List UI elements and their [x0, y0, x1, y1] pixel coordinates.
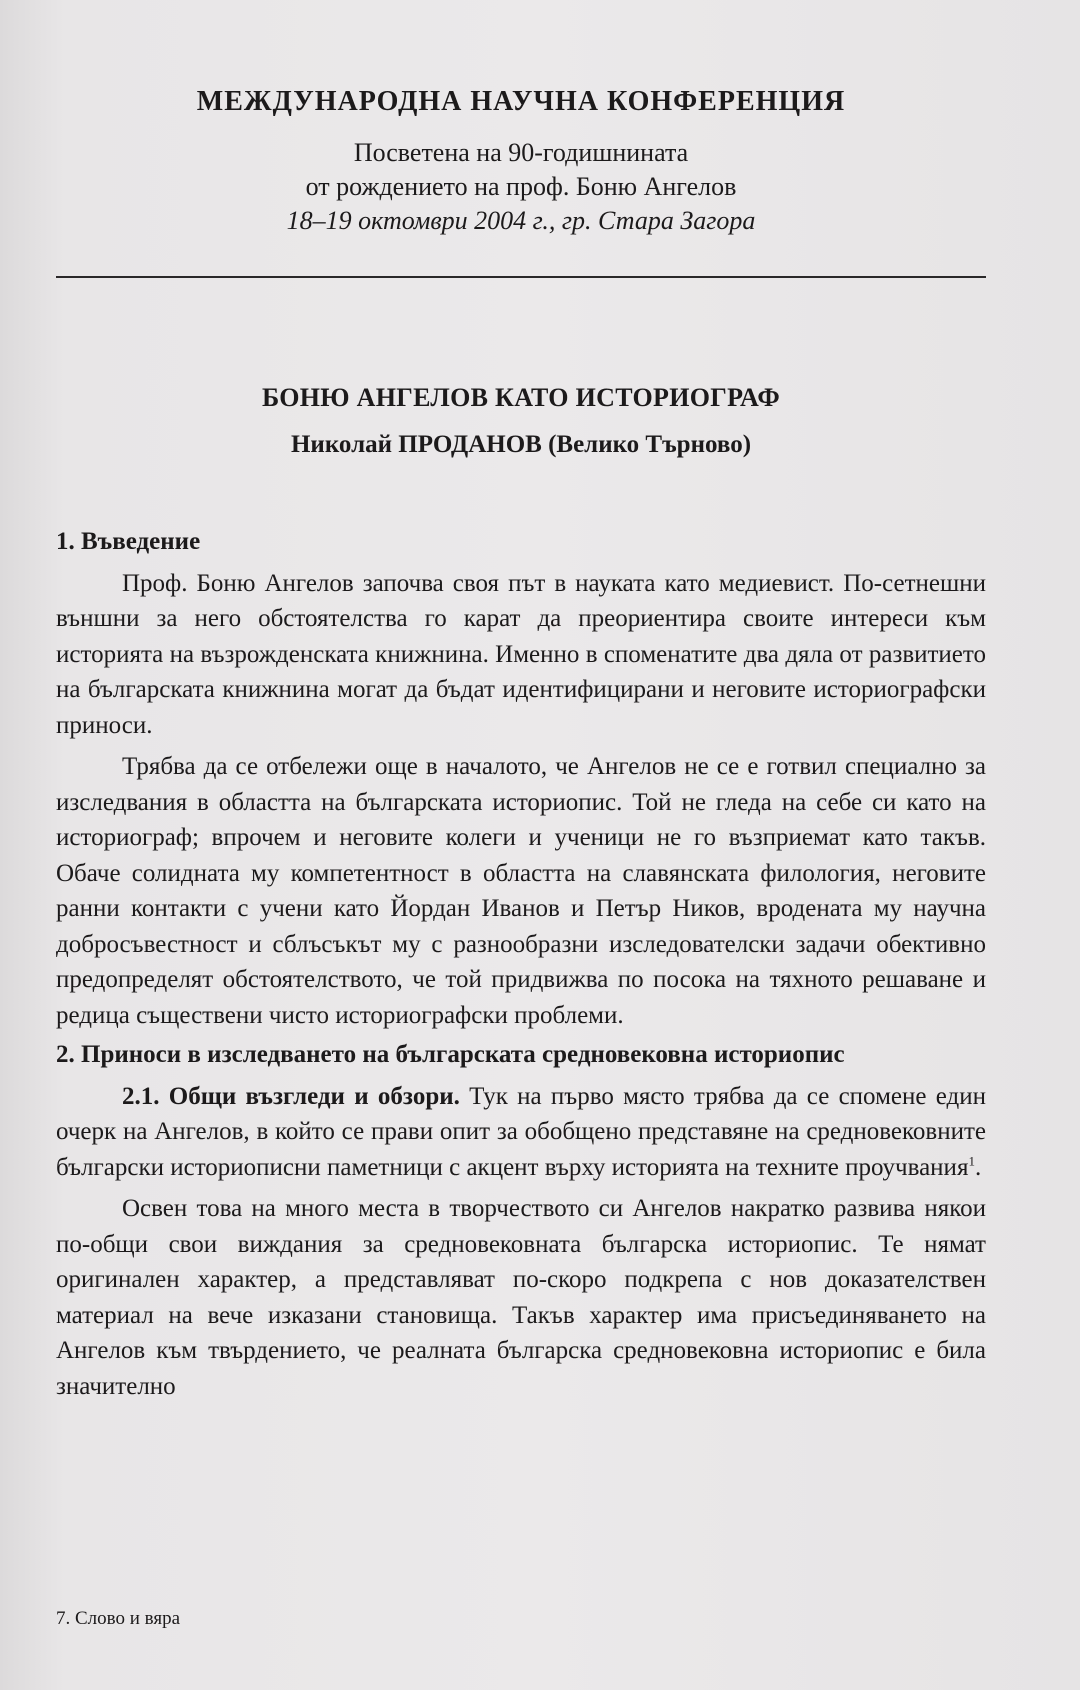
page-signature: 7. Слово и вяра [56, 1608, 181, 1629]
section-2-heading: 2. Приноси в изследването на българската средновековна историопис [56, 1041, 845, 1068]
conference-dedication-line-1: Посветена на 90-годишнината [353, 138, 689, 167]
conference-title: МЕЖДУНАРОДНА НАУЧНА КОНФЕРЕНЦИЯ [196, 86, 846, 117]
section-2-1-paragraph-1 [56, 1079, 986, 1186]
article-title: БОНЮ АНГЕЛОВ КАТО ИСТОРИОГРАФ [261, 383, 781, 412]
section-2-1-paragraph-2: Освен това на много места в творчеството си Ангелов накратко развива някои по-общи свои виждания за средновековната българска историопис. Те нямат оригинален характер, а представляват по-скоро подкрепа с нов доказателствен материал на вече изказани становища. Такъв характер има присъединяването на Ангелов към твърдението, че реалната българска средновековна историопис е била значително [56, 1195, 986, 1400]
section-1-heading: 1. Въведение [56, 528, 201, 555]
article-body [56, 524, 986, 1404]
subsection-2-1-heading: 2.1. Общи възгледи и обзори. [122, 1082, 460, 1110]
conference-header [56, 86, 986, 238]
section-1-paragraph-1: Проф. Боню Ангелов започва своя път в науката като медиевист. По-сетнешни външни за него обстоятелства го карат да преориентира своите интереси към историята на възрожденската книжнина. Именно в споменатите два дяла от развитието на българската книжнина могат да бъдат идентифицирани и неговите историографски приноси. [56, 569, 986, 739]
conference-date-place: 18–19 октомври 2004 г., гр. Стара Загора [286, 206, 756, 235]
section-2-1-paragraph-1-text: Тук на първо място трябва да се спомене един очерк на Ангелов, в който се прави опит за обобщено представяне на средновековните български историописни паметници с акцент върху историята на техните проучвания [56, 1082, 986, 1181]
conference-dedication-line-2: от рождението на проф. Боню Ангелов [305, 172, 737, 201]
header-divider [56, 276, 986, 278]
article-author: Николай ПРОДАНОВ (Велико Търново) [290, 431, 752, 458]
article-header [56, 383, 986, 459]
footnote-mark[interactable]: 1 [968, 1153, 975, 1169]
section-1-paragraph-2: Трябва да се отбележи още в началото, че Ангелов не се е готвил специално за изследвания в областта на българската историопис. Той не гледа на себе си като на историограф; впрочем и неговите колеги и ученици не го възприемат като такъв. Обаче солидната му компетентност в областта на славянската филология, неговите ранни контакти с учени като Йордан Иванов и Петър Ников, вродената му научна добросъвестност и сблъсъкът му с разнообразни изследователски задачи обективно предопределят обстоятелството, че той придвижва по посока на тяхното решаване и редица съществени чисто историографски проблеми. [56, 753, 986, 1029]
section-2-1-paragraph-1-end: . [974, 1153, 982, 1181]
